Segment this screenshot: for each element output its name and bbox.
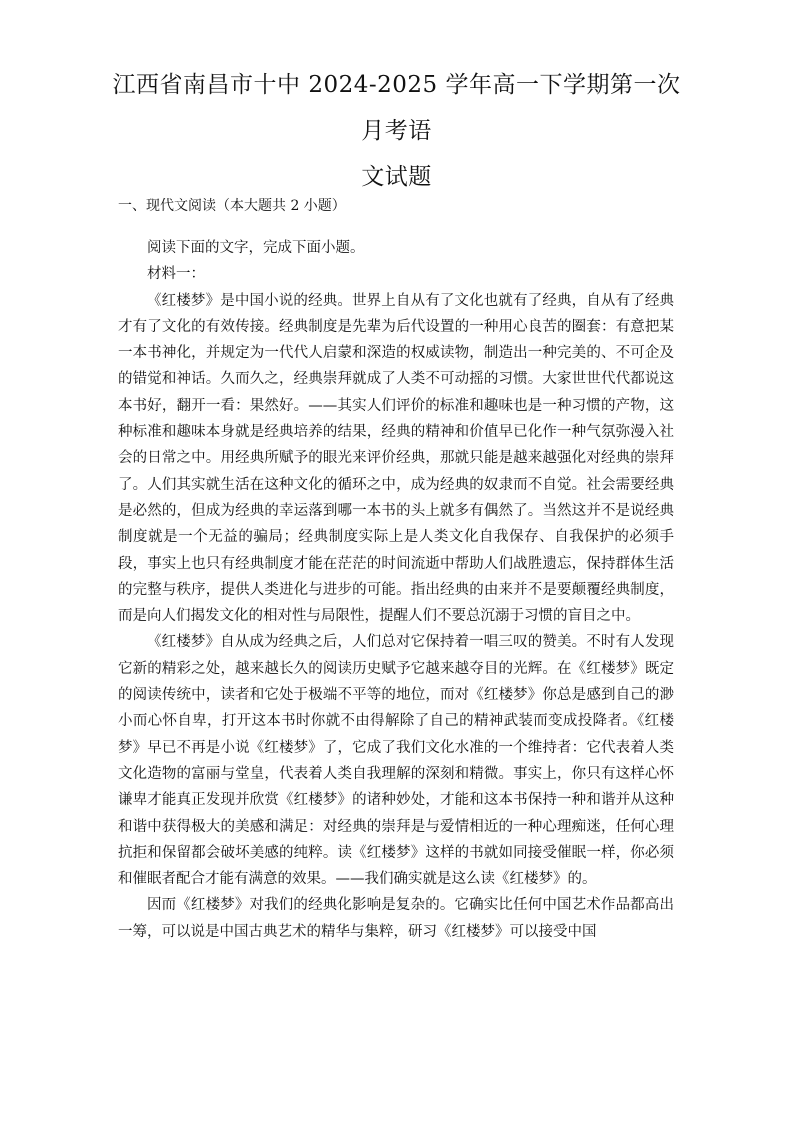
reading-passage [118,235,674,945]
paragraph-2: 《红楼梦》自从成为经典之后，人们总对它保持着一唱三叹的赞美。不时有人发现它新的精彩之处，越来越长久的阅读历史赋予它越来越夺目的光辉。在《红楼梦》既定的阅读传统中，读者和它处于极端不平等的地位，而对《红楼梦》你总是感到自己的渺小而心怀自卑，打开这本书时你就不由得解除了自己的精神武装而变成投降者。《红楼梦》早已不再是小说《红楼梦》了，它成了我们文化水准的一个维持者：它代表着人类文化造物的富丽与堂皇，代表着人类自我理解的深刻和精微。事实上，你只有这样心怀谦卑才能真正发现并欣赏《红楼梦》的诸种妙处，才能和这本书保持一种和谐并从这种和谐中获得极大的美感和满足：对经典的崇拜是与爱情相近的一种心理痴迷，任何心理抗拒和保留都会破坏美感的纯粹。读《红楼梦》这样的书就如同接受催眠一样，你必须和催眠者配合才能有满意的效果。——我们确实就是这么读《红楼梦》的。 [118,634,674,888]
document-title [105,62,688,200]
title-line-1: 江西省南昌市十中 2024-2025 学年高一下学期第一次月考语 [112,72,681,144]
title-line-2: 文试题 [361,164,432,190]
paragraph-3: 因而《红楼梦》对我们的经典化影响是复杂的。它确实比任何中国艺术作品都高出一筹，可以说是中国古典艺术的精华与集粹，研习《红楼梦》可以接受中国 [118,897,674,940]
paragraph-1: 《红楼梦》是中国小说的经典。世界上自从有了文化也就有了经典，自从有了经典才有了文化的有效传接。经典制度是先辈为后代设置的一种用心良苦的圈套：有意把某一本书神化，并规定为一代代人启蒙和深造的权威读物，制造出一种完美的、不可企及的错觉和神话。久而久之，经典崇拜就成了人类不可动摇的习惯。大家世世代代都说这本书好，翻开一看：果然好。——其实人们评价的标准和趣味也是一种习惯的产物，这种标准和趣味本身就是经典培养的结果，经典的精神和价值早已化作一种气氛弥漫入社会的日常之中。用经典所赋予的眼光来评价经典，那就只能是越来越强化对经典的崇拜了。人们其实就生活在这种文化的循环之中，成为经典的奴隶而不自觉。社会需要经典是必然的，但成为经典的幸运落到哪一本书的头上就多有偶然了。当然这并不是说经典制度就是一个无益的骗局；经典制度实际上是人类文化自我保存、自我保护的必须手段，事实上也只有经典制度才能在茫茫的时间流逝中帮助人们战胜遗忘，保持群体生活的完整与秩序，提供人类进化与进步的可能。指出经典的由来并不是要颠覆经典制度，而是向人们揭发文化的相对性与局限性，提醒人们不要总沉溺于习惯的盲目之中。 [118,292,674,625]
material-label: 材料一： [147,266,205,283]
section-heading: 一、现代文阅读（本大题共 2 小题） [118,198,346,214]
instruction-text: 阅读下面的文字，完成下面小题。 [147,240,365,256]
